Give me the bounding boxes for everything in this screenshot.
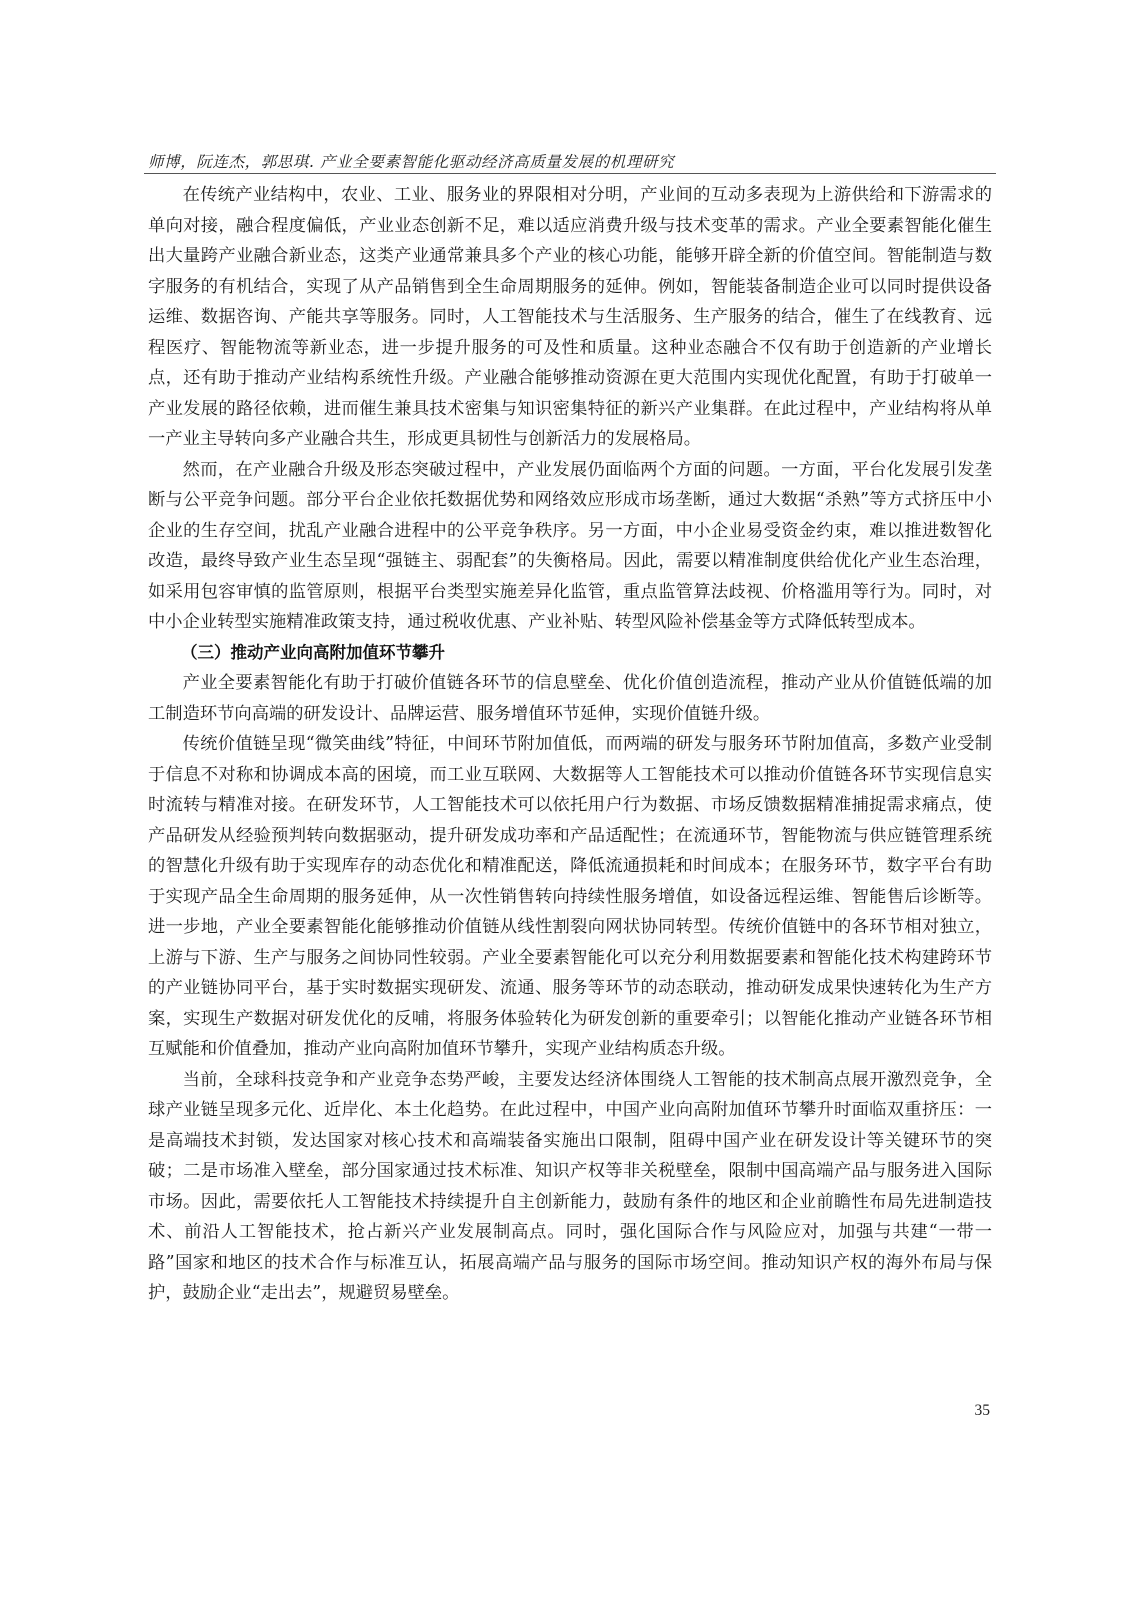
header-rule — [144, 173, 996, 174]
running-header: 师博，阮连杰，郭思琪. 产业全要素智能化驱动经济高质量发展的机理研究 — [148, 153, 675, 171]
section-heading: （三）推动产业向高附加值环节攀升 — [181, 642, 445, 662]
paragraph-global-competition: 当前，全球科技竞争和产业竞争态势严峻，主要发达经济体围绕人工智能的技术制高点展开激烈竞争，全球产业链呈现多元化、近岸化、本土化趋势。在此过程中，中国产业向高附加值环节攀升时面临双重挤压：一是高端技术封锁，发达国家对核心技术和高端装备实施出口限制，阻碍中国产业在研发设计等关键环节的突破；二是市场准入壁垒，部分国家通过技术标准、知识产权等非关税壁垒，限制中国高端产品与服务进入国际市场。因此，需要依托人工智能技术持续提升自主创新能力，鼓励有条件的地区和企业前瞻性布局先进制造技术、前沿人工智能技术，抢占新兴产业发展制高点。同时，强化国际合作与风险应对，加强与共建“一带一路”国家和地区的技术合作与标准互认，拓展高端产品与服务的国际市场空间。推动知识产权的海外布局与保护，鼓励企业“走出去”，规避贸易壁垒。 — [148, 1069, 992, 1303]
paragraph-smile-curve: 传统价值链呈现“微笑曲线”特征，中间环节附加值低，而两端的研发与服务环节附加值高，多数产业受制于信息不对称和协调成本高的困境，而工业互联网、大数据等人工智能技术可以推动价值链各环节实现信息实时流转与精准对接。在研发环节，人工智能技术可以依托用户行为数据、市场反馈数据精准捕捉需求痛点，使产品研发从经验预判转向数据驱动，提升研发成功率和产品适配性；在流通环节，智能物流与供应链管理系统的智慧化升级有助于实现库存的动态优化和精准配送，降低流通损耗和时间成本；在服务环节，数字平台有助于实现产品全生命周期的服务延伸，从一次性销售转向持续性服务增值，如设备远程运维、智能售后诊断等。进一步地，产业全要素智能化能够推动价值链从线性割裂向网状协同转型。传统价值链中的各环节相对独立，上游与下游、生产与服务之间协同性较弱。产业全要素智能化可以充分利用数据要素和智能化技术构建跨环节的产业链协同平台，基于实时数据实现研发、流通、服务等环节的动态联动，推动研发成果快速转化为生产方案，实现生产数据对研发优化的反哺，将服务体验转化为研发创新的重要牵引；以智能化推动产业链各环节相互赋能和价值叠加，推动产业向高附加值环节攀升，实现产业结构质态升级。 — [148, 734, 992, 1059]
article-body — [148, 180, 992, 1309]
paragraph-industry-fusion: 在传统产业结构中，农业、工业、服务业的界限相对分明，产业间的互动多表现为上游供给和下游需求的单向对接，融合程度偏低，产业业态创新不足，难以适应消费升级与技术变革的需求。产业全要素智能化催生出大量跨产业融合新业态，这类产业通常兼具多个产业的核心功能，能够开辟全新的价值空间。智能制造与数字服务的有机结合，实现了从产品销售到全生命周期服务的延伸。例如，智能装备制造企业可以同时提供设备运维、数据咨询、产能共享等服务。同时，人工智能技术与生活服务、生产服务的结合，催生了在线教育、远程医疗、智能物流等新业态，进一步提升服务的可及性和质量。这种业态融合不仅有助于创造新的产业增长点，还有助于推动产业结构系统性升级。产业融合能够推动资源在更大范围内实现优化配置，有助于打破单一产业发展的路径依赖，进而催生兼具技术密集与知识密集特征的新兴产业集群。在此过程中，产业结构将从单一产业主导转向多产业融合共生，形成更具韧性与创新活力的发展格局。 — [148, 185, 992, 449]
paragraph-value-chain-intro: 产业全要素智能化有助于打破价值链各环节的信息壁垒、优化价值创造流程，推动产业从价值链低端的加工制造环节向高端的研发设计、品牌运营、服务增值环节延伸，实现价值链升级。 — [148, 673, 992, 724]
page-number: 35 — [974, 1402, 990, 1419]
paragraph-platform-issues: 然而，在产业融合升级及形态突破过程中，产业发展仍面临两个方面的问题。一方面，平台化发展引发垄断与公平竞争问题。部分平台企业依托数据优势和网络效应形成市场垄断，通过大数据“杀熟”等方式挤压中小企业的生存空间，扰乱产业融合进程中的公平竞争秩序。另一方面，中小企业易受资金约束，难以推进数智化改造，最终导致产业生态呈现“强链主、弱配套”的失衡格局。因此，需要以精准制度供给优化产业生态治理，如采用包容审慎的监管原则，根据平台类型实施差异化监管，重点监管算法歧视、价格滥用等行为。同时，对中小企业转型实施精准政策支持，通过税收优惠、产业补贴、转型风险补偿基金等方式降低转型成本。 — [148, 459, 992, 632]
